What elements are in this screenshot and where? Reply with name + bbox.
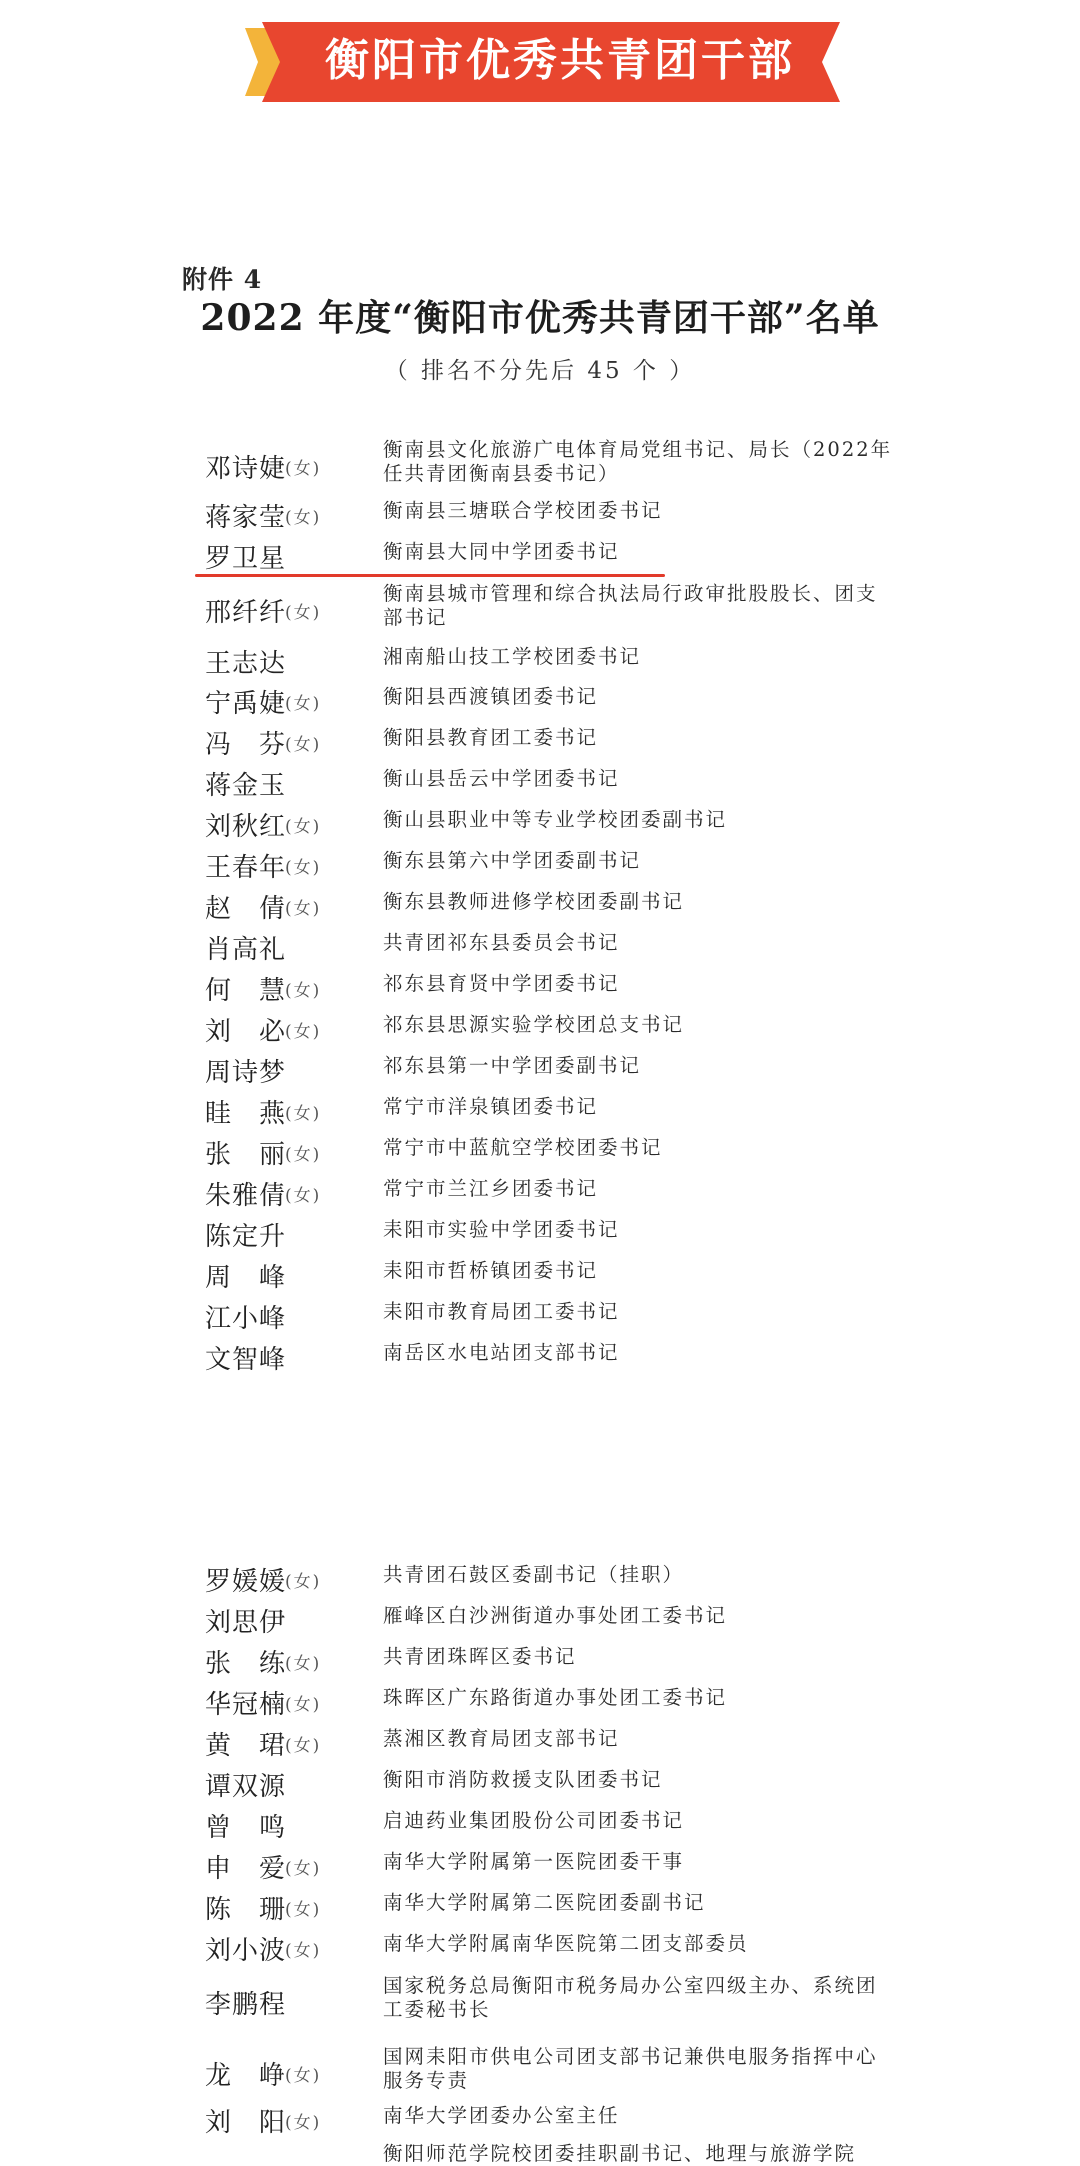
honoree-position: 耒阳市教育局团工委书记 bbox=[383, 1300, 620, 1323]
honoree-name: 赵 倩 bbox=[205, 894, 287, 924]
honoree-position: 南岳区水电站团支部书记 bbox=[383, 1341, 620, 1364]
gender-note: (女) bbox=[285, 1145, 322, 1165]
honoree-position: 祁东县育贤中学团委书记 bbox=[383, 972, 620, 995]
honoree-position: 南华大学附属第一医院团委干事 bbox=[383, 1850, 685, 1873]
honoree-position: 衡南县大同中学团委书记 bbox=[383, 540, 620, 563]
honoree-position: 共青团祁东县委员会书记 bbox=[383, 931, 620, 954]
gender-note: (女) bbox=[285, 1941, 322, 1961]
honoree-name: 邓诗婕 bbox=[205, 454, 287, 484]
gender-note: (女) bbox=[285, 1022, 322, 1042]
gender-note: (女) bbox=[285, 694, 322, 714]
honoree-name: 刘秋红 bbox=[205, 812, 287, 842]
honoree-name: 刘 阳 bbox=[205, 2108, 287, 2138]
honoree-name: 肖高礼 bbox=[205, 935, 287, 965]
gender-note: (女) bbox=[285, 603, 322, 623]
honoree-name: 蒋金玉 bbox=[205, 771, 287, 801]
honoree-position: 国家税务总局衡阳市税务局办公室四级主办、系统团工委秘书长 bbox=[383, 1974, 878, 2021]
honoree-name: 王志达 bbox=[205, 649, 287, 679]
gender-note: (女) bbox=[285, 858, 322, 878]
gender-note: (女) bbox=[285, 2113, 322, 2133]
gender-note: (女) bbox=[285, 817, 322, 837]
honoree-name: 眭 燕 bbox=[205, 1099, 287, 1129]
honoree-position: 南华大学附属第二医院团委副书记 bbox=[383, 1891, 706, 1914]
honoree-position: 湘南船山技工学校团委书记 bbox=[383, 645, 642, 668]
honoree-name: 蒋家莹 bbox=[205, 503, 287, 533]
gender-note: (女) bbox=[285, 1736, 322, 1756]
honoree-name: 李鹏程 bbox=[205, 1990, 287, 2020]
honoree-name: 王春年 bbox=[205, 853, 287, 883]
honoree-position: 祁东县思源实验学校团总支书记 bbox=[383, 1013, 685, 1036]
honoree-name: 朱雅倩 bbox=[205, 1181, 287, 1211]
gender-note: (女) bbox=[285, 1572, 322, 1592]
honoree-name: 陈定升 bbox=[205, 1222, 287, 1252]
honoree-position: 常宁市兰江乡团委书记 bbox=[383, 1177, 599, 1200]
honoree-position: 衡南县城市管理和综合执法局行政审批股股长、团支部书记 bbox=[383, 582, 878, 629]
honoree-position: 南华大学团委办公室主任 bbox=[383, 2104, 620, 2127]
honoree-position: 耒阳市实验中学团委书记 bbox=[383, 1218, 620, 1241]
honoree-name: 曾 鸣 bbox=[205, 1813, 287, 1843]
honoree-position: 南华大学附属南华医院第二团支部委员 bbox=[383, 1932, 749, 1955]
honoree-name: 黄 珺 bbox=[205, 1731, 287, 1761]
gender-note: (女) bbox=[285, 508, 322, 528]
banner-title: 衡阳市优秀共青团干部 bbox=[325, 35, 795, 86]
honoree-position: 衡阳县西渡镇团委书记 bbox=[383, 685, 599, 708]
honoree-name: 谭双源 bbox=[205, 1772, 287, 1802]
honoree-position: 常宁市洋泉镇团委书记 bbox=[383, 1095, 599, 1118]
honoree-name: 宁禹婕 bbox=[205, 689, 287, 719]
honoree-name: 张 练 bbox=[205, 1649, 287, 1679]
honoree-name: 文智峰 bbox=[205, 1345, 287, 1375]
honoree-position: 珠晖区广东路街道办事处团工委书记 bbox=[383, 1686, 728, 1709]
gender-note: (女) bbox=[285, 1104, 322, 1124]
honoree-position: 启迪药业集团股份公司团委书记 bbox=[383, 1809, 685, 1832]
honoree-name: 刘思伊 bbox=[205, 1608, 287, 1638]
honoree-position: 蒸湘区教育局团支部书记 bbox=[383, 1727, 620, 1750]
honoree-position: 共青团珠晖区委书记 bbox=[383, 1645, 577, 1668]
honoree-position: 常宁市中蓝航空学校团委书记 bbox=[383, 1136, 663, 1159]
gender-note: (女) bbox=[285, 1654, 322, 1674]
honoree-name: 罗卫星 bbox=[205, 544, 287, 574]
honoree-position: 衡东县教师进修学校团委副书记 bbox=[383, 890, 685, 913]
gender-note: (女) bbox=[285, 1900, 322, 1920]
page-subtitle: （ 排名不分先后 45 个 ） bbox=[384, 358, 696, 384]
honoree-name: 周诗梦 bbox=[205, 1058, 287, 1088]
gender-note: (女) bbox=[285, 2066, 322, 2086]
honoree-position: 衡阳师范学院校团委挂职副书记、地理与旅游学院 bbox=[383, 2142, 857, 2165]
honoree-name: 周 峰 bbox=[205, 1263, 287, 1293]
honoree-name: 何 慧 bbox=[205, 976, 287, 1006]
honoree-position: 衡阳县教育团工委书记 bbox=[383, 726, 599, 749]
gender-note: (女) bbox=[285, 1695, 322, 1715]
honoree-position: 祁东县第一中学团委副书记 bbox=[383, 1054, 642, 1077]
honoree-position: 国网耒阳市供电公司团支部书记兼供电服务指挥中心服务专责 bbox=[383, 2045, 878, 2092]
honoree-position: 衡山县岳云中学团委书记 bbox=[383, 767, 620, 790]
gender-note: (女) bbox=[285, 1186, 322, 1206]
gender-note: (女) bbox=[285, 735, 322, 755]
honoree-position: 衡南县文化旅游广电体育局党组书记、局长（2022年任共青团衡南县委书记） bbox=[383, 438, 893, 485]
page-title: 2022 年度“衡阳市优秀共青团干部”名单 bbox=[200, 297, 880, 339]
honoree-position: 共青团石鼓区委副书记（挂职） bbox=[383, 1563, 685, 1586]
gender-note: (女) bbox=[285, 899, 322, 919]
gender-note: (女) bbox=[285, 459, 322, 479]
honoree-name: 张 丽 bbox=[205, 1140, 287, 1170]
honoree-position: 衡阳市消防救援支队团委书记 bbox=[383, 1768, 663, 1791]
attachment-label: 附件 4 bbox=[182, 265, 263, 294]
honoree-name: 刘小波 bbox=[205, 1936, 287, 1966]
honoree-name: 邢纤纤 bbox=[205, 598, 287, 628]
honoree-position: 衡东县第六中学团委副书记 bbox=[383, 849, 642, 872]
honoree-name: 陈 珊 bbox=[205, 1895, 287, 1925]
honoree-name: 江小峰 bbox=[205, 1304, 287, 1334]
honoree-name: 刘 必 bbox=[205, 1017, 287, 1047]
honoree-name: 华冠楠 bbox=[205, 1690, 287, 1720]
gender-note: (女) bbox=[285, 1859, 322, 1879]
honoree-position: 耒阳市哲桥镇团委书记 bbox=[383, 1259, 599, 1282]
honoree-position: 衡南县三塘联合学校团委书记 bbox=[383, 499, 663, 522]
honoree-position: 衡山县职业中等专业学校团委副书记 bbox=[383, 808, 728, 831]
gender-note: (女) bbox=[285, 981, 322, 1001]
honoree-name: 申 爱 bbox=[205, 1854, 287, 1884]
honoree-name: 罗媛媛 bbox=[205, 1567, 287, 1597]
honoree-position: 雁峰区白沙洲街道办事处团工委书记 bbox=[383, 1604, 728, 1627]
honoree-name: 冯 芬 bbox=[205, 730, 287, 760]
highlight-underline bbox=[195, 574, 665, 577]
honoree-name: 龙 峥 bbox=[205, 2061, 287, 2091]
